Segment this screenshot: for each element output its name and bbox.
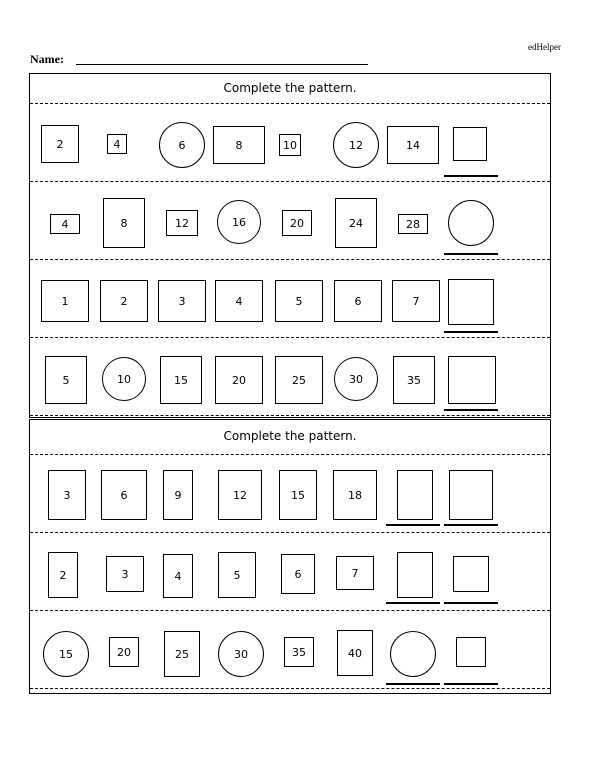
row-divider	[30, 415, 550, 416]
answer-line[interactable]	[444, 683, 498, 685]
answer-box[interactable]	[448, 279, 494, 325]
square-number: 28	[398, 214, 428, 234]
answer-line[interactable]	[444, 524, 498, 526]
square-number: 8	[103, 198, 145, 248]
square-number: 24	[335, 198, 377, 248]
answer-line[interactable]	[444, 175, 498, 177]
section-title: Complete the pattern.	[223, 429, 357, 443]
square-number: 2	[48, 552, 78, 598]
square-number: 15	[160, 356, 202, 404]
row-divider	[30, 688, 550, 689]
circle-number: 6	[159, 122, 205, 168]
square-number: 40	[337, 630, 373, 676]
square-number: 4	[50, 214, 80, 234]
square-number: 35	[284, 637, 314, 667]
circle-number: 15	[43, 631, 89, 677]
square-number: 9	[163, 470, 193, 520]
square-number: 14	[387, 126, 439, 164]
square-number: 1	[41, 280, 89, 322]
square-number: 4	[107, 134, 127, 154]
brand-label: edHelper	[528, 42, 561, 52]
answer-line[interactable]	[386, 524, 440, 526]
square-number: 20	[282, 210, 312, 236]
square-number: 3	[48, 470, 86, 520]
answer-box[interactable]	[448, 200, 494, 246]
circle-number: 30	[334, 357, 378, 401]
square-number: 25	[275, 356, 323, 404]
row-divider	[30, 610, 550, 611]
answer-line[interactable]	[444, 409, 498, 411]
square-number: 20	[215, 356, 263, 404]
answer-line[interactable]	[386, 602, 440, 604]
circle-number: 10	[102, 357, 146, 401]
square-number: 18	[333, 470, 377, 520]
square-number: 12	[218, 470, 262, 520]
square-number: 3	[106, 556, 144, 592]
circle-number: 30	[218, 631, 264, 677]
answer-line[interactable]	[444, 602, 498, 604]
square-number: 8	[213, 126, 265, 164]
row-divider	[30, 454, 550, 455]
square-number: 3	[158, 280, 206, 322]
square-number: 4	[163, 554, 193, 598]
square-number: 5	[275, 280, 323, 322]
square-number: 6	[101, 470, 147, 520]
row-divider	[30, 337, 550, 338]
square-number: 25	[164, 631, 200, 677]
answer-box[interactable]	[448, 356, 496, 404]
row-divider	[30, 532, 550, 533]
square-number: 5	[45, 356, 87, 404]
pattern-section	[29, 73, 551, 418]
square-number: 10	[279, 134, 301, 156]
square-number: 7	[336, 556, 374, 590]
square-number: 20	[109, 637, 139, 667]
answer-box[interactable]	[453, 127, 487, 161]
square-number: 6	[334, 280, 382, 322]
square-number: 15	[279, 470, 317, 520]
answer-box[interactable]	[397, 552, 433, 598]
circle-number: 16	[217, 200, 261, 244]
square-number: 5	[218, 552, 256, 598]
answer-line[interactable]	[444, 253, 498, 255]
square-number: 7	[392, 280, 440, 322]
square-number: 2	[41, 125, 79, 163]
answer-box[interactable]	[449, 470, 493, 520]
section-title: Complete the pattern.	[223, 81, 357, 95]
square-number: 4	[215, 280, 263, 322]
row-divider	[30, 103, 550, 104]
answer-box[interactable]	[453, 556, 489, 592]
circle-number: 12	[333, 122, 379, 168]
row-divider	[30, 181, 550, 182]
square-number: 6	[281, 554, 315, 594]
answer-line[interactable]	[386, 683, 440, 685]
answer-box[interactable]	[456, 637, 486, 667]
answer-box[interactable]	[397, 470, 433, 520]
answer-box[interactable]	[390, 631, 436, 677]
square-number: 35	[393, 356, 435, 404]
name-label: Name:	[30, 52, 64, 66]
answer-line[interactable]	[444, 331, 498, 333]
square-number: 2	[100, 280, 148, 322]
pattern-section	[29, 419, 551, 694]
name-field[interactable]	[76, 64, 368, 65]
row-divider	[30, 259, 550, 260]
square-number: 12	[166, 210, 198, 236]
